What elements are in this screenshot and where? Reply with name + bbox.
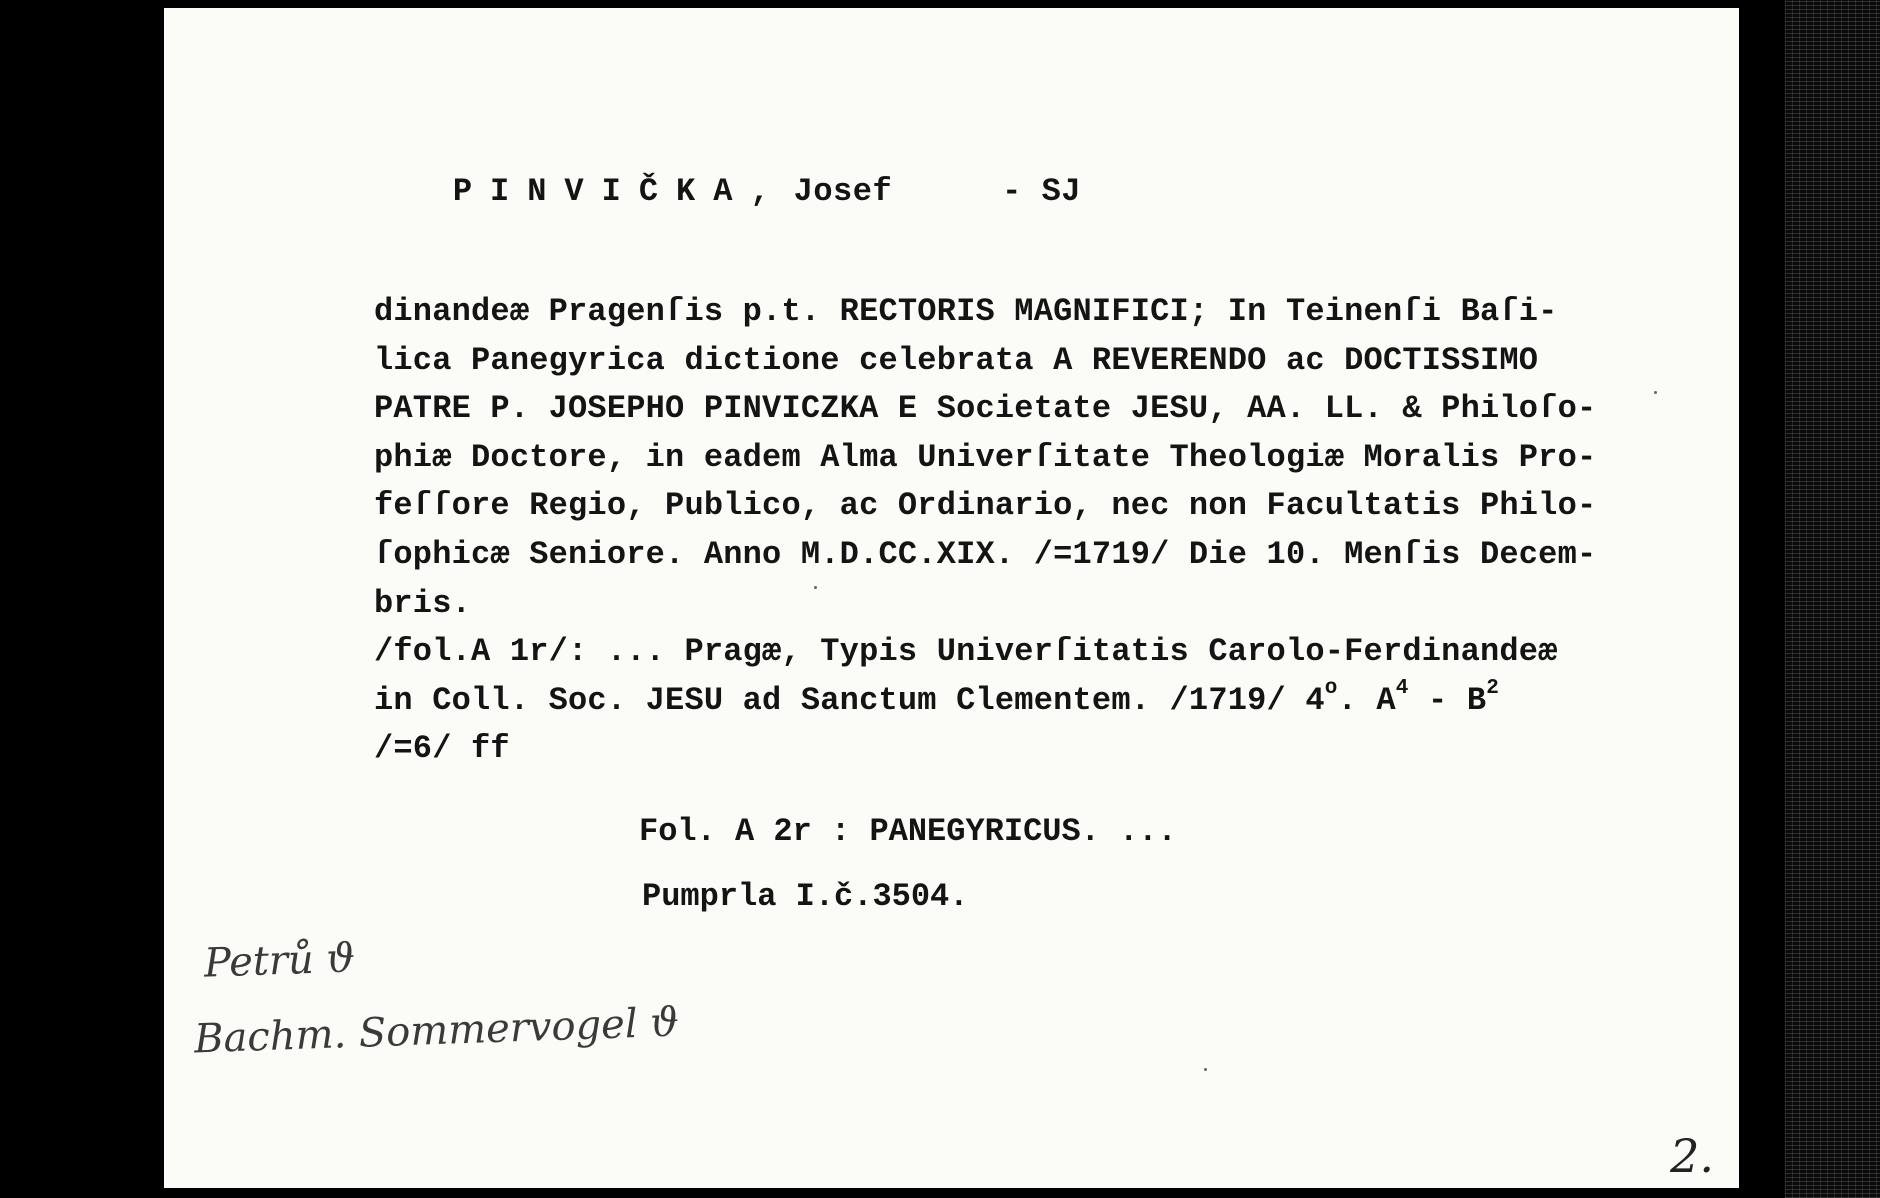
bibliographic-description — [374, 288, 1674, 774]
format-superscript: o — [1324, 677, 1338, 701]
paper-speck — [1204, 1068, 1207, 1071]
description-line: ſophicæ Seniore. Anno M.D.CC.XIX. /=1719/ Die 10. Menſis Decem- — [374, 535, 1597, 573]
description-line: bris. — [374, 584, 472, 622]
description-line: /fol.A 1r/: ... Pragæ, Typis Univerſitatis Carolo-Ferdinandeæ — [374, 633, 1558, 671]
imprint-line — [374, 677, 1674, 726]
description-line: PATRE P. JOSEPHO PINVICZKA E Societate JESU, AA. LL. & Philoſo- — [374, 390, 1597, 428]
description-line: feſſore Regio, Publico, ac Ordinario, nec non Facultatis Philo- — [374, 487, 1597, 525]
description-line: lica Panegyrica dictione celebrata A REVERENDO ac DOCTISSIMO — [374, 341, 1539, 379]
format-number: 4 — [1305, 681, 1325, 719]
signature-b-count: 2 — [1486, 677, 1500, 701]
handwritten-note: Petrů ϑ — [203, 935, 356, 987]
card-heading — [374, 136, 1081, 247]
handwritten-note: Bachm. Sommervogel ϑ — [193, 999, 680, 1063]
author-given-name: Josef — [793, 173, 893, 210]
author-surname: PINVIČKA, — [452, 173, 788, 210]
reference-citation: Pumprla I.č.3504. — [642, 878, 969, 915]
religious-order: - SJ — [1002, 173, 1081, 210]
scan-edge-strip — [1785, 0, 1880, 1198]
catalog-card — [164, 8, 1739, 1188]
paper-speck — [814, 586, 817, 589]
folio-note: Fol. A 2r : PANEGYRICUS. ... — [639, 813, 1177, 850]
signature-a-count: 4 — [1395, 677, 1409, 701]
leaves-count: /=6/ ff — [374, 730, 510, 768]
description-line: phiæ Doctore, in eadem Alma Univerſitate Theologiæ Moralis Pro- — [374, 438, 1597, 476]
page-number: 2. — [1670, 1129, 1714, 1183]
description-line: dinandeæ Pragenſis p.t. RECTORIS MAGNIFICI; In Teinenſi Baſi- — [374, 293, 1558, 330]
signature-prefix: . A — [1337, 681, 1396, 719]
paper-speck — [1654, 391, 1657, 394]
signature-separator: - B — [1408, 681, 1487, 719]
imprint-text: in Coll. Soc. JESU ad Sanctum Clementem. /1719/ — [374, 681, 1306, 719]
